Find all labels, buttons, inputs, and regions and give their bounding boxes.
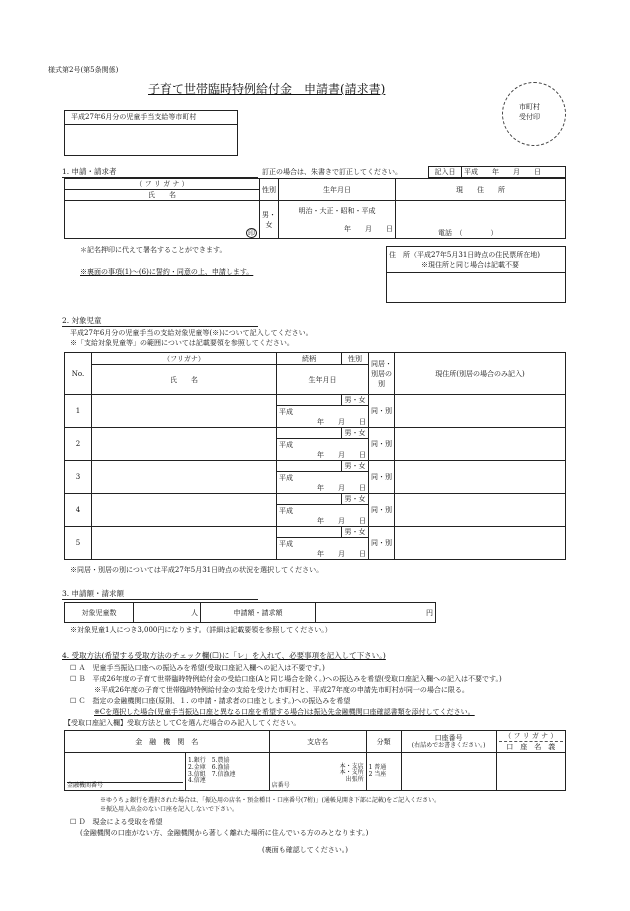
child-gender[interactable]: 男・女 [342, 395, 369, 406]
row-no: 2 [65, 428, 92, 461]
bank-name-header: 金 融 機 関 名 [65, 731, 270, 753]
resident-address-box [386, 246, 566, 303]
col-no: No. [65, 353, 92, 395]
account-no-label: 口座番号 [434, 734, 463, 743]
account-table [64, 730, 566, 791]
account-no-note: (右詰めでお書きください。) [411, 742, 486, 750]
applicant-phone: 電話 （ ） [438, 229, 498, 237]
row-no: 5 [65, 527, 92, 560]
holder-label: 口 座 名 義 [506, 743, 556, 751]
child-name[interactable] [92, 494, 277, 527]
child-era: 平成 [279, 473, 293, 482]
bank-name-input[interactable] [65, 753, 186, 791]
row-no: 3 [65, 461, 92, 494]
recipient-box [64, 110, 238, 156]
holder-furigana: （ フ リ ガ ナ ） [499, 731, 563, 742]
option-b[interactable]: ☐ Ｂ 平成26年度の子育て世帯臨時特例給付金の受給口座(Aと同じ場合を除く。)への振込みを希望(受取口座記入欄への記入は不要です。) [70, 675, 502, 683]
applicant-era: 明治・大正・昭和・平成 [298, 206, 376, 215]
bank-type: 7.信漁連 [211, 770, 236, 778]
col-name: 氏 名 [92, 365, 277, 395]
child-birth[interactable] [277, 538, 369, 560]
child-address[interactable] [395, 395, 566, 428]
entry-date-value[interactable]: 平成 年 月 日 [461, 167, 565, 178]
section4-heading: 4. 受取方法(希望する受取方法のチェック欄(☐)に「レ」を入れて、必要事項を記入して下さい。) [62, 651, 386, 660]
col-address: 現住所(別居の場合のみ記入) [395, 353, 566, 395]
col-furigana: （フリガナ） [92, 353, 277, 365]
branch-type: 出張所 [345, 775, 364, 783]
children-note1: 平成27年6月分の児童手当の支給対象児童等(※)について記入してください。 [70, 329, 313, 337]
recipient-label: 平成27年6月分の児童手当支給等市町村 [65, 111, 237, 125]
child-cohab[interactable]: 同・別 [369, 461, 395, 494]
applicant-table [64, 178, 566, 239]
child-ymd: 年 月 日 [317, 450, 366, 459]
holder-input[interactable] [496, 753, 565, 791]
child-birth[interactable] [277, 505, 369, 527]
bank-type: 2.金庫 [188, 763, 206, 771]
entry-date [428, 166, 566, 178]
col-cohab: 同居・別居の別 [369, 353, 395, 395]
child-ymd: 年 月 日 [317, 483, 366, 492]
child-birth[interactable] [277, 472, 369, 494]
resident-note: ※現住所と同じ場合は記載不要 [421, 260, 519, 269]
resident-address-label [387, 247, 566, 273]
section1-heading: 1. 申請・請求者 [62, 166, 258, 178]
bank-type: 5.農協 [211, 757, 230, 765]
option-c[interactable]: ☐ Ｃ 指定の金融機関口座(原則、１. の申請・請求者の口座とします。)への振込みを希望 [70, 697, 351, 705]
col-relation: 続柄 [277, 353, 342, 365]
child-gender[interactable]: 男・女 [342, 527, 369, 538]
category-options[interactable] [366, 753, 401, 791]
bank-type: 6.漁協 [211, 763, 230, 771]
child-era: 平成 [279, 506, 293, 515]
child-era: 平成 [279, 539, 293, 548]
resident-address-input[interactable] [387, 273, 566, 303]
child-name[interactable] [92, 461, 277, 494]
branch-name-header: 支店名 [269, 731, 366, 753]
seal-note: ＊記名押印に代えて署名することができます。 [80, 246, 227, 254]
children-count-label: 対象児童数 [65, 603, 134, 623]
child-relation[interactable] [277, 395, 342, 406]
child-name[interactable] [92, 527, 277, 560]
option-a[interactable]: ☐ Ａ 児童手当振込口座への振込みを希望(受取口座記入欄への記入は不要です。) [70, 664, 325, 672]
child-cohab[interactable]: 同・別 [369, 527, 395, 560]
form-title: 子育て世帯臨時特例給付金 申請書(請求書) [148, 82, 386, 96]
reception-stamp [502, 82, 566, 146]
branch-code-label: 店番号 [271, 782, 290, 790]
child-gender[interactable]: 男・女 [342, 494, 369, 505]
category-option: 2 当座 [368, 770, 387, 778]
bank-type: 1.銀行 [188, 757, 206, 765]
child-ymd: 年 月 日 [317, 516, 366, 525]
child-address[interactable] [395, 494, 566, 527]
bank-type-options[interactable] [186, 753, 270, 791]
children-table [64, 352, 566, 560]
yucho-note1: ※ゆうちょ銀行を選択された場合は、「振込用の店名・預金種目・口座番号(7桁)」(通帳見開き下部に記載)をご記入ください。 [100, 797, 441, 804]
applicant-birthdate[interactable] [279, 201, 396, 239]
child-cohab[interactable]: 同・別 [369, 494, 395, 527]
applicant-ymd: 年 月 日 [344, 224, 393, 233]
category-header: 分類 [366, 731, 401, 753]
child-relation[interactable] [277, 428, 342, 439]
option-d[interactable]: ☐ Ｄ 現金による受取を希望 [70, 818, 163, 826]
yucho-note2: ※振込用入出金のない口座を記入しないで下さい。 [100, 806, 239, 813]
applicant-name-input[interactable] [65, 201, 260, 239]
correction-note: 訂正の場合は、朱書きで訂正してください。 [262, 168, 402, 176]
holder-header [496, 731, 565, 753]
children-count-input[interactable]: 人 [134, 603, 201, 623]
seal-mark: 印 [248, 229, 255, 237]
child-relation[interactable] [277, 494, 342, 505]
child-gender[interactable]: 男・女 [342, 428, 369, 439]
col-gender: 性別 [342, 353, 369, 365]
entry-date-label: 記入日 [429, 167, 462, 178]
child-cohab[interactable]: 同・別 [369, 428, 395, 461]
option-d-note: (金融機関の口座がない方、金融機関から著しく離れた場所に住んでいる方のみとなります。) [80, 829, 369, 837]
account-no-header [401, 731, 496, 753]
children-note2: ※「支給対象児童等」の範囲については記載要領を参照してください。 [70, 339, 294, 347]
child-name[interactable] [92, 395, 277, 428]
category-option: 1 普通 [368, 763, 387, 771]
stamp-line1: 市町村 [519, 103, 540, 111]
form-number: 様式第2号(第5条関係) [48, 66, 119, 74]
option-c-note: ※Cを選択した場合(児童手当振込口座と異なる口座を希望する場合)は振込先金融機関口座確認書類を添付してください。 [94, 708, 475, 716]
resident-address-text: 住 所（平成27年5月31日時点の住民票所在地) [389, 250, 540, 259]
branch-name-input[interactable] [269, 753, 366, 791]
child-address[interactable] [395, 428, 566, 461]
child-gender[interactable]: 男・女 [342, 461, 369, 472]
branch-type: 本・支店 [339, 762, 364, 770]
stamp-line2: 受付印 [519, 113, 540, 121]
section3-heading: 3. 申請額・請求額 [62, 588, 258, 600]
child-relation[interactable] [277, 461, 342, 472]
option-b-note: ※平成26年度の子育て世帯臨時特例給付金の支給を受けた市町村と、平成27年度の申請先市町村が同一の場合に限る。 [94, 686, 469, 694]
child-name[interactable] [92, 428, 277, 461]
row-no: 1 [65, 395, 92, 428]
amount-input[interactable]: 円 [316, 603, 436, 623]
back-note: (裏面も確認してください。) [262, 846, 348, 854]
child-ymd: 年 月 日 [317, 549, 366, 558]
applicant-furigana[interactable]: （ フ リ ガ ナ ） [65, 179, 260, 190]
applicant-address[interactable] [396, 201, 566, 239]
applicant-name-label: 氏 名 [65, 190, 260, 201]
child-birth[interactable] [277, 406, 369, 428]
child-era: 平成 [279, 440, 293, 449]
bank-code-label: 金融機関番号 [67, 782, 183, 790]
child-era: 平成 [279, 407, 293, 416]
bank-type: 3.信組 [188, 770, 206, 778]
child-ymd: 年 月 日 [317, 417, 366, 426]
child-address[interactable] [395, 461, 566, 494]
address-header: 現 住 所 [396, 179, 566, 201]
account-heading: 【受取口座記入欄】受取方法としてCを選んだ場合のみ記入してください。 [64, 719, 301, 727]
amount-label: 申請額・請求額 [201, 603, 316, 623]
applicant-gender[interactable]: 男・女 [260, 201, 279, 239]
child-cohab[interactable]: 同・別 [369, 395, 395, 428]
account-no-input[interactable] [401, 753, 496, 791]
section2-heading: 2. 対象児童 [62, 315, 258, 327]
child-birth[interactable] [277, 439, 369, 461]
gender-header: 性別 [260, 179, 279, 201]
pledge-note: ※裏面の事項(1)～(6)に誓約・同意の上、申請します。 [80, 268, 254, 276]
amount-note: ※対象児童1人につき3,000円になります。（詳細は記載要領を参照してください。） [70, 626, 332, 634]
amount-table [64, 602, 436, 623]
col-birth: 生年月日 [277, 365, 369, 395]
birth-header: 生年月日 [279, 179, 396, 201]
row-no: 4 [65, 494, 92, 527]
bank-type: 4.信連 [188, 777, 206, 785]
child-address[interactable] [395, 527, 566, 560]
child-relation[interactable] [277, 527, 342, 538]
branch-type: 本・支所 [339, 769, 364, 777]
children-footnote: ※同居・別居の別については平成27年5月31日時点の状況を選択してください。 [70, 566, 324, 574]
